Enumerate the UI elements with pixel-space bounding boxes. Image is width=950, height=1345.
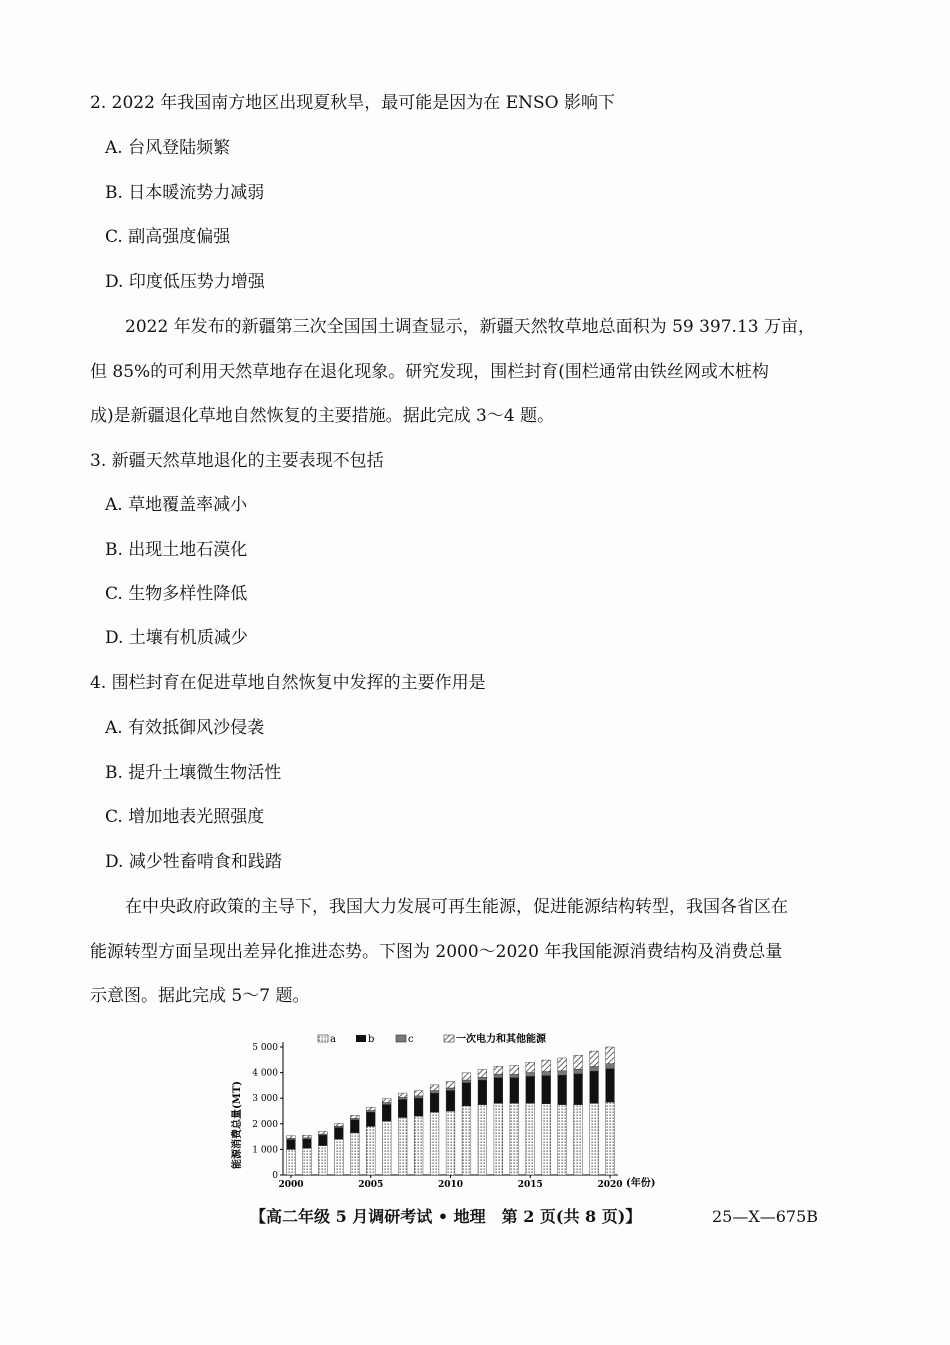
bar-c-2011 xyxy=(462,1080,471,1083)
bar-b-2017 xyxy=(558,1075,567,1104)
q4-option-d: D. 减少牲畜啃食和践踏 xyxy=(105,852,282,872)
y-tick-label: 0 xyxy=(272,1171,278,1181)
bar-a-2012 xyxy=(478,1105,487,1175)
bar-c-2012 xyxy=(478,1077,487,1080)
bar-c-2018 xyxy=(574,1069,583,1074)
q2-option-c: C. 副高强度偏强 xyxy=(105,227,231,247)
footer-exam-info: 【高二年级 5 月调研考试 • 地理 第 2 页(共 8 页)】 xyxy=(250,1207,642,1226)
bar-一次电力和其他能源-2006 xyxy=(382,1099,391,1103)
x-tick-label: 2020 xyxy=(597,1180,623,1190)
bar-一次电力和其他能源-2002 xyxy=(318,1131,327,1134)
y-tick-label: 3 000 xyxy=(252,1094,278,1105)
q2-option-a: A. 台风登陆频繁 xyxy=(105,138,231,158)
bar-一次电力和其他能源-2012 xyxy=(478,1070,487,1078)
bar-a-2000 xyxy=(287,1149,296,1175)
q2-option-d: D. 印度低压势力增强 xyxy=(105,272,265,292)
bar-a-2015 xyxy=(526,1103,535,1175)
x-tick-label: 2015 xyxy=(517,1180,543,1190)
bar-b-2008 xyxy=(414,1098,423,1116)
q3-stem: 3. 新疆天然草地退化的主要表现不包括 xyxy=(90,451,384,471)
bar-b-2002 xyxy=(318,1135,327,1145)
bar-b-2011 xyxy=(462,1083,471,1106)
bar-a-2006 xyxy=(382,1121,391,1175)
bar-b-2016 xyxy=(542,1076,551,1104)
bar-c-2010 xyxy=(446,1088,455,1091)
bar-一次电力和其他能源-2010 xyxy=(446,1082,455,1088)
bar-c-2004 xyxy=(350,1118,359,1120)
bar-一次电力和其他能源-2004 xyxy=(350,1115,359,1118)
bar-b-2015 xyxy=(526,1076,535,1103)
bar-a-2013 xyxy=(494,1103,503,1175)
y-tick-label: 2 000 xyxy=(252,1119,278,1130)
bar-b-2001 xyxy=(303,1139,312,1148)
x-tick-label: 2010 xyxy=(437,1180,464,1190)
bar-c-2016 xyxy=(542,1072,551,1076)
y-axis-label: 能源消费总量(MT) xyxy=(232,1081,243,1169)
passage2-line2: 能源转型方面呈现出差异化推进态势。下图为 2000～2020 年我国能源消费结构及消费总量 xyxy=(90,942,783,962)
bar-a-2002 xyxy=(318,1146,327,1175)
passage1-line2: 但 85%的可利用天然草地存在退化现象。研究发现，围栏封育(围栏通常由铁丝网或木桩构 xyxy=(90,362,769,382)
bar-一次电力和其他能源-2011 xyxy=(462,1073,471,1080)
bar-a-2003 xyxy=(334,1139,343,1175)
q4-option-c: C. 增加地表光照强度 xyxy=(105,807,265,827)
bar-a-2005 xyxy=(366,1126,375,1175)
bar-一次电力和其他能源-2016 xyxy=(542,1060,551,1072)
footer-code: 25—X—675B xyxy=(712,1207,819,1226)
bar-a-2001 xyxy=(303,1148,312,1175)
bar-b-2020 xyxy=(606,1069,615,1102)
passage2-line3: 示意图。据此完成 5～7 题。 xyxy=(90,986,310,1006)
bar-a-2017 xyxy=(558,1105,567,1175)
x-tick-label: 2005 xyxy=(358,1180,384,1190)
bar-c-2014 xyxy=(510,1074,519,1077)
bar-b-2005 xyxy=(366,1112,375,1126)
q4-option-a: A. 有效抵御风沙侵袭 xyxy=(105,718,265,738)
legend-label-b: b xyxy=(368,1034,375,1045)
passage2-line1: 在中央政府政策的主导下，我国大力发展可再生能源，促进能源结构转型，我国各省区在 xyxy=(125,897,788,917)
bar-一次电力和其他能源-2005 xyxy=(366,1107,375,1110)
x-tick-label: 2000 xyxy=(278,1180,304,1190)
q3-option-c: C. 生物多样性降低 xyxy=(105,584,248,604)
bar-a-2020 xyxy=(606,1102,615,1175)
legend-swatch-b xyxy=(356,1035,366,1042)
bar-一次电力和其他能源-2017 xyxy=(558,1058,567,1071)
bar-a-2004 xyxy=(350,1133,359,1175)
legend-swatch-other xyxy=(444,1035,454,1042)
bar-c-2013 xyxy=(494,1074,503,1077)
bar-一次电力和其他能源-2015 xyxy=(526,1062,535,1072)
bar-b-2018 xyxy=(574,1074,583,1105)
bar-a-2008 xyxy=(414,1116,423,1175)
bar-a-2011 xyxy=(462,1106,471,1175)
bar-一次电力和其他能源-2014 xyxy=(510,1065,519,1074)
bar-一次电力和其他能源-2019 xyxy=(590,1051,599,1066)
bar-c-2007 xyxy=(398,1097,407,1099)
bar-b-2009 xyxy=(430,1093,439,1112)
bar-b-2012 xyxy=(478,1080,487,1104)
passage1-line3: 成)是新疆退化草地自然恢复的主要措施。据此完成 3～4 题。 xyxy=(90,406,555,426)
bar-a-2019 xyxy=(590,1103,599,1175)
bar-一次电力和其他能源-2007 xyxy=(398,1093,407,1097)
bar-b-2014 xyxy=(510,1078,519,1104)
bar-b-2004 xyxy=(350,1120,359,1133)
bar-c-2008 xyxy=(414,1096,423,1098)
bar-一次电力和其他能源-2008 xyxy=(414,1091,423,1096)
bar-c-2006 xyxy=(382,1103,391,1105)
bar-a-2010 xyxy=(446,1111,455,1175)
bar-c-2009 xyxy=(430,1091,439,1094)
q2-option-b: B. 日本暖流势力减弱 xyxy=(105,183,265,203)
bar-c-2019 xyxy=(590,1066,599,1071)
bar-c-2005 xyxy=(366,1110,375,1112)
bar-b-2010 xyxy=(446,1091,455,1111)
bar-a-2007 xyxy=(398,1117,407,1175)
bar-c-2020 xyxy=(606,1064,615,1069)
bar-一次电力和其他能源-2003 xyxy=(334,1124,343,1127)
legend-swatch-c xyxy=(396,1035,406,1042)
bar-一次电力和其他能源-2018 xyxy=(574,1055,583,1069)
bar-一次电力和其他能源-2013 xyxy=(494,1066,503,1074)
legend-swatch-a xyxy=(318,1035,328,1042)
bar-c-2015 xyxy=(526,1073,535,1077)
bar-a-2014 xyxy=(510,1103,519,1175)
energy-consumption-chart xyxy=(228,1030,668,1195)
q3-option-a: A. 草地覆盖率减小 xyxy=(105,495,248,515)
legend-label-c: c xyxy=(408,1034,414,1045)
q4-stem: 4. 围栏封育在促进草地自然恢复中发挥的主要作用是 xyxy=(90,673,486,693)
q3-option-d: D. 土壤有机质减少 xyxy=(105,628,248,648)
plot-area xyxy=(252,1042,622,1190)
bar-b-2007 xyxy=(398,1099,407,1117)
bar-a-2009 xyxy=(430,1112,439,1175)
y-tick-label: 5 000 xyxy=(252,1043,278,1053)
bar-a-2018 xyxy=(574,1105,583,1175)
bar-b-2003 xyxy=(334,1128,343,1140)
q4-option-b: B. 提升土壤微生物活性 xyxy=(105,763,282,783)
y-tick-label: 1 000 xyxy=(252,1145,278,1156)
passage1-line1: 2022 年发布的新疆第三次全国国土调查显示，新疆天然牧草地总面积为 59 397.13 万亩， xyxy=(125,317,815,337)
q3-option-b: B. 出现土地石漠化 xyxy=(105,540,248,560)
legend-label-other: 一次电力和其他能源 xyxy=(456,1034,546,1045)
bar-一次电力和其他能源-2001 xyxy=(303,1135,312,1138)
bar-一次电力和其他能源-2000 xyxy=(287,1136,296,1139)
bar-a-2016 xyxy=(542,1104,551,1175)
legend xyxy=(318,1032,547,1045)
bar-c-2017 xyxy=(558,1071,567,1075)
q2-stem: 2. 2022 年我国南方地区出现夏秋旱，最可能是因为在 ENSO 影响下 xyxy=(90,93,615,113)
legend-label-a: a xyxy=(330,1034,336,1045)
bar-b-2013 xyxy=(494,1078,503,1104)
bar-一次电力和其他能源-2020 xyxy=(606,1047,615,1064)
bar-b-2006 xyxy=(382,1105,391,1122)
bar-一次电力和其他能源-2009 xyxy=(430,1085,439,1091)
bar-b-2000 xyxy=(287,1140,296,1150)
x-axis-label: (年份) xyxy=(626,1178,656,1189)
bar-b-2019 xyxy=(590,1071,599,1103)
y-tick-label: 4 000 xyxy=(252,1068,278,1079)
